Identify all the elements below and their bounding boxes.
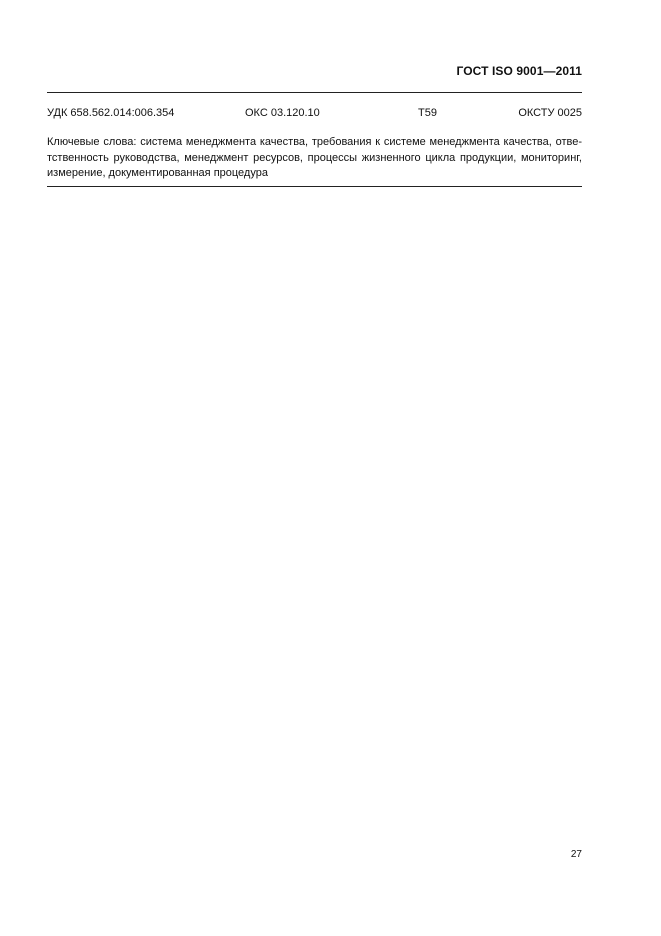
okstu-code: ОКСТУ 0025: [518, 107, 582, 119]
keywords-line: тственность руководства, менеджмент ресурсов, процессы жизненного цикла продукции, мониторинг,: [47, 151, 582, 164]
udk-code: УДК 658.562.014:006.354: [47, 107, 175, 119]
standard-title: ГОСТ ISO 9001—2011: [456, 64, 582, 78]
t-code: Т59: [418, 107, 437, 119]
keywords-paragraph: [47, 135, 582, 182]
keywords-line: измерение, документированная процедура: [47, 167, 268, 179]
page-number: 27: [570, 849, 582, 860]
keywords-line: Ключевые слова: система менеджмента качества, требования к системе менеджмента качества, отве-: [47, 136, 582, 148]
top-divider: [47, 92, 582, 93]
classification-codes: [47, 107, 582, 121]
oks-code: ОКС 03.120.10: [245, 107, 320, 119]
bottom-divider: [47, 186, 582, 187]
